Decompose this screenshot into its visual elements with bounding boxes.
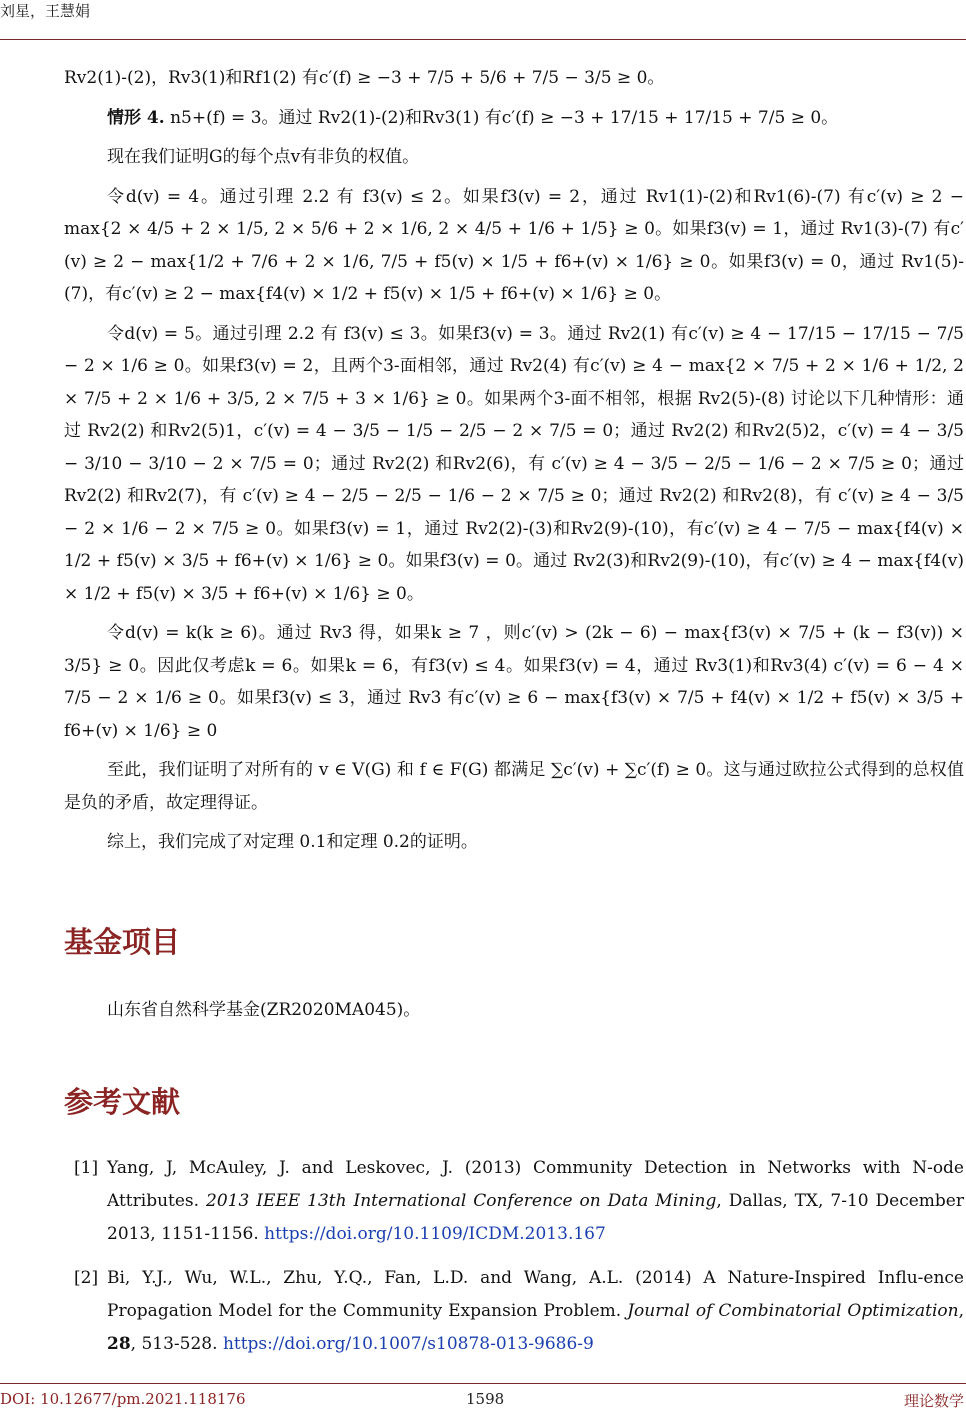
- paragraph-rules-continued: Rv2(1)-(2)，Rv3(1)和Rf1(2) 有c′(f) ≥ −3 + 7/5 + 5/6 + 7/5 − 3/5 ≥ 0。: [64, 68, 665, 88]
- reference-item: [2] Bi, Y.J., Wu, W.L., Zhu, Y.Q., Fan, L.D. and Wang, A.L. (2014) A Nature-Inspired Influ-ence Propagation Model for the Community Expansion Problem. Journal of Combinatorial Optimization, 28, 513-528. https://doi.org/10.1007/s10878-013-9686-9: [64, 1262, 964, 1361]
- case-4-text: n5+(f) = 3。通过 Rv2(1)-(2)和Rv3(1) 有c′(f) ≥ −3 + 17/15 + 17/15 + 7/5 ≥ 0。: [164, 107, 839, 128]
- paragraph-case-4: [64, 102, 964, 135]
- paragraph-vertex-claim: 现在我们证明G的每个点v有非负的权值。: [107, 147, 420, 167]
- references-heading: 参考文献: [64, 1085, 181, 1119]
- reference-doi-link[interactable]: https://doi.org/10.1007/s10878-013-9686-9: [222, 1334, 594, 1354]
- header-authors: 刘星，王慧娟: [0, 2, 91, 20]
- reference-venue: 2013 IEEE 13th International Conference on Data Mining: [206, 1191, 717, 1211]
- body-text: [64, 62, 964, 866]
- funding-text: 山东省自然科学基金(ZR2020MA045)。: [107, 1000, 421, 1020]
- footer-doi: DOI: 10.12677/pm.2021.118176: [0, 1390, 246, 1408]
- reference-number: [2]: [74, 1268, 99, 1288]
- reference-authors-title: Bi, Y.J., Wu, W.L., Zhu, Y.Q., Fan, L.D. and Wang, A.L. (2014) A Nature-Inspired Influ-ence Propagation Model for the Community Expansion Problem.: [107, 1268, 964, 1321]
- funding-heading: 基金项目: [64, 925, 181, 959]
- reference-doi-link[interactable]: https://doi.org/10.1109/ICDM.2013.167: [264, 1224, 606, 1244]
- reference-item: [64, 1152, 964, 1251]
- paragraph-degree-5: 令d(v) = 5。通过引理 2.2 有 f3(v) ≤ 3。如果f3(v) = 3。通过 Rv2(1) 有c′(v) ≥ 4 − 17/15 − 17/15 − 7/5 − 2 × 1/6 ≥ 0。如果f3(v) = 2，且两个3-面相邻，通过 Rv2(4) 有c′(v) ≥ 4 − max{2 × 7/5 + 2 × 1/6 + 1/2, 2 × 7/5 + 2 × 1/6 + 3/5, 2 × 7/5 + 3 × 1/6} ≥ 0。如果两个3-面不相邻，根据 Rv2(5)-(8) 讨论以下几种情形：通过 Rv2(2) 和Rv2(5)1，c′(v) = 4 − 3/5 − 1/5 − 2/5 − 2 × 7/5 = 0；通过 Rv2(2) 和Rv2(5)2，c′(v) = 4 − 3/5 − 3/10 − 3/10 − 2 × 7/5 = 0；通过 Rv2(2) 和Rv2(6)，有 c′(v) ≥ 4 − 3/5 − 2/5 − 1/6 − 2 × 7/5 ≥ 0；通过 Rv2(2) 和Rv2(7)，有 c′(v) ≥ 4 − 2/5 − 2/5 − 1/6 − 2 × 7/5 ≥ 0；通过 Rv2(2) 和Rv2(8)，有 c′(v) ≥ 4 − 3/5 − 2 × 1/6 − 2 × 7/5 ≥ 0。如果f3(v) = 1，通过 Rv2(2)-(3)和Rv2(9)-(10)，有c′(v) ≥ 4 − 7/5 − max{f4(v) × 1/2 + f5(v) × 3/5 + f6+(v) × 1/6} ≥ 0。如果f3(v) = 0。通过 Rv2(3)和Rv2(9)-(10)，有c′(v) ≥ 4 − max{f4(v) × 1/2 + f5(v) × 3/5 + f6+(v) × 1/6} ≥ 0。: [64, 323, 964, 604]
- reference-authors-title: Yang, J, McAuley, J. and Leskovec, J. (2013) Community Detection in Networks with N-ode Attributes.: [107, 1158, 964, 1211]
- page-number: 1598: [466, 1390, 505, 1408]
- reference-details: , 513-528.: [130, 1334, 223, 1354]
- reference-volume: 28: [107, 1334, 131, 1354]
- case-4-label: 情形 4.: [107, 107, 165, 128]
- paragraph-degree-4: 令d(v) = 4。通过引理 2.2 有 f3(v) ≤ 2。如果f3(v) = 2，通过 Rv1(1)-(2)和Rv1(6)-(7) 有c′(v) ≥ 2 − max{2 × 4/5 + 2 × 1/5, 2 × 5/6 + 2 × 1/6, 2 × 4/5 + 1/6 + 1/5} ≥ 0。如果f3(v) = 1，通过 Rv1(3)-(7) 有c′(v) ≥ 2 − max{1/2 + 7/6 + 2 × 1/6, 7/5 + f5(v) × 1/5 + f6+(v) × 1/6} ≥ 0。如果f3(v) = 0，通过 Rv1(5)-(7)，有c′(v) ≥ 2 − max{f4(v) × 1/2 + f5(v) × 1/5 + f6+(v) × 1/6} ≥ 0。: [64, 186, 964, 304]
- reference-number: [1]: [74, 1158, 99, 1178]
- reference-venue: Journal of Combinatorial Optimization: [627, 1301, 959, 1321]
- reference-list: [64, 1152, 964, 1372]
- footer-divider: [0, 1383, 966, 1384]
- journal-name: 理论数学: [903, 1392, 964, 1410]
- paragraph-degree-k: 令d(v) = k(k ≥ 6)。通过 Rv3 得，如果k ≥ 7 ，则c′(v) > (2k − 6) − max{f3(v) × 7/5 + (k − f3(v)) × 3/5} ≥ 0。因此仅考虑k = 6。如果k = 6，有f3(v) ≤ 4。如果f3(v) = 4，通过 Rv3(1)和Rv3(4) c′(v) = 6 − 4 × 7/5 − 2 × 1/6 ≥ 0。如果f3(v) ≤ 3，通过 Rv3 有c′(v) ≥ 6 − max{f3(v) × 7/5 + f4(v) × 1/2 + f5(v) × 3/5 + f6+(v) × 1/6} ≥ 0: [64, 623, 964, 741]
- paragraph-conclusion: 至此，我们证明了对所有的 v ∈ V(G) 和 f ∈ F(G) 都满足 ∑c′(v) + ∑c′(f) ≥ 0。这与通过欧拉公式得到的总权值是负的矛盾，故定理得证。: [64, 760, 964, 813]
- reference-details: , Dallas, TX, 7-10 December 2013, 1151-1156.: [107, 1191, 964, 1244]
- header-divider: [0, 39, 966, 40]
- paragraph-summary: 综上，我们完成了对定理 0.1和定理 0.2的证明。: [107, 832, 478, 852]
